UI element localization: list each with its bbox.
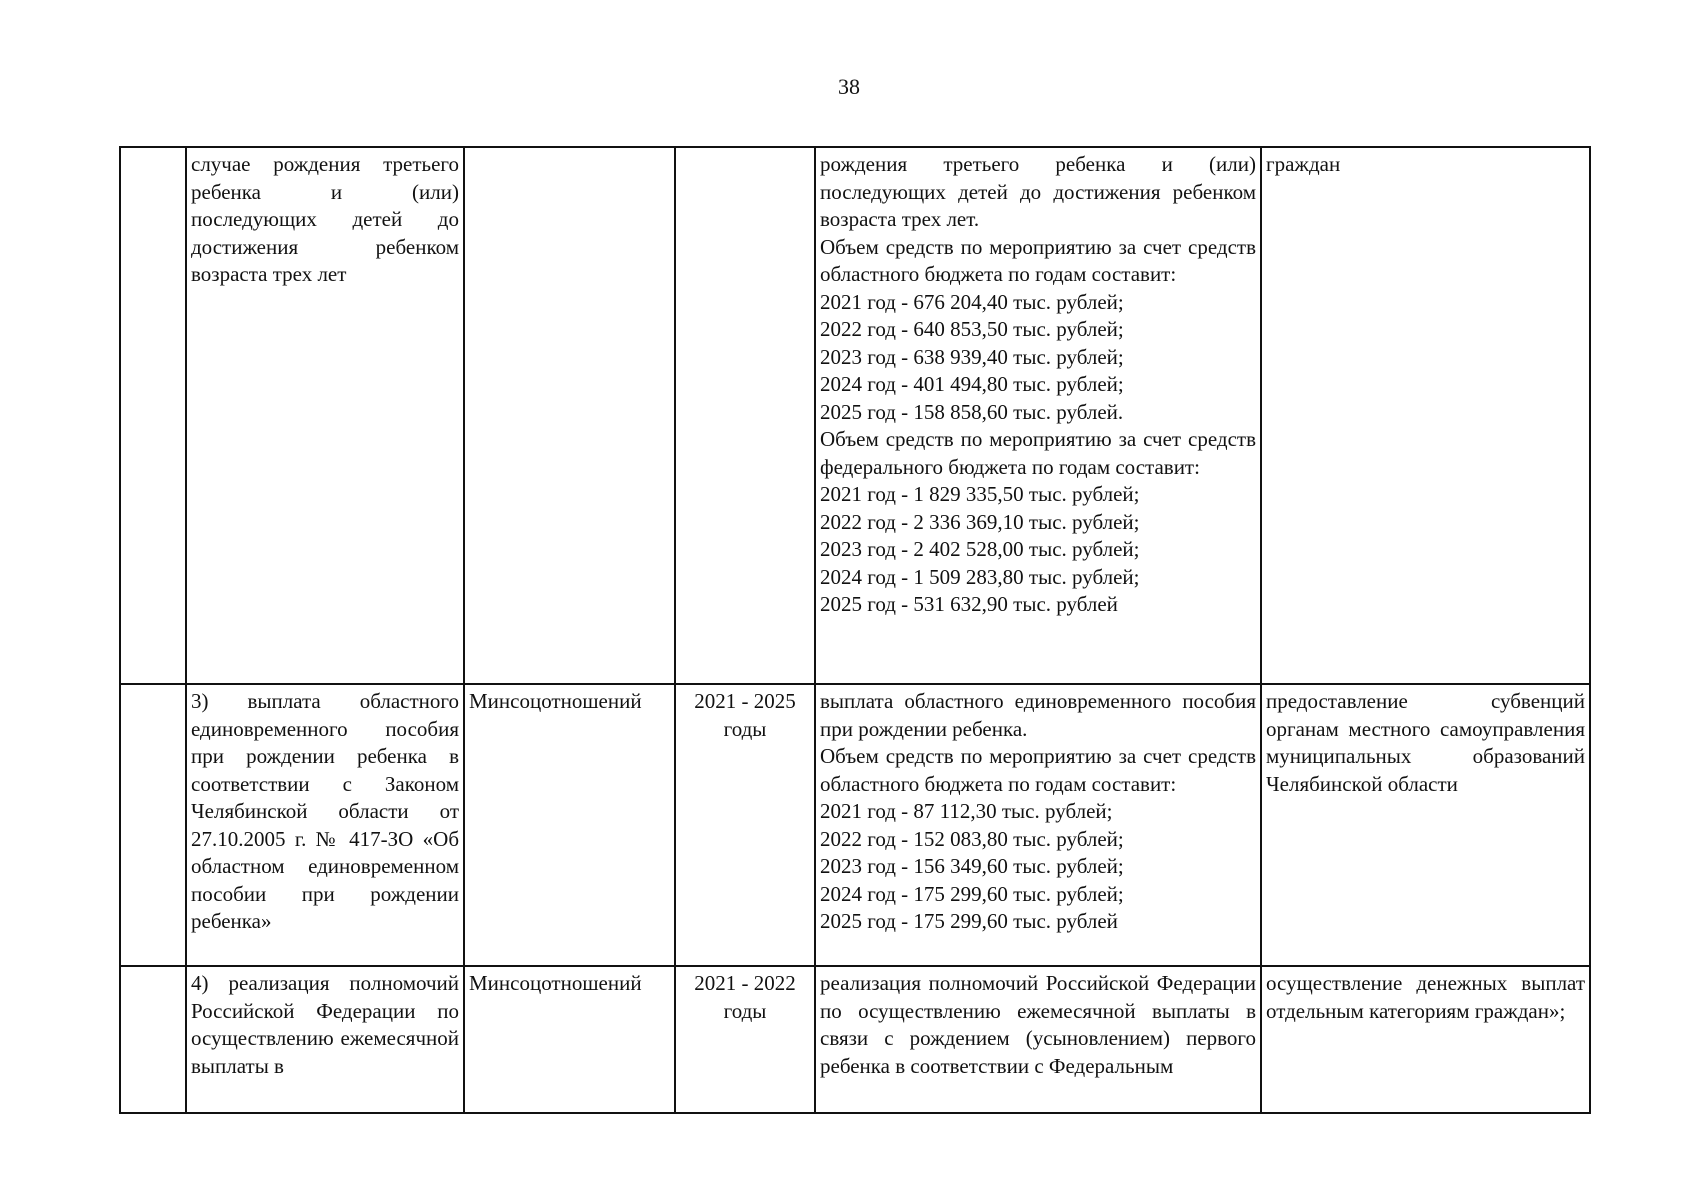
funding-year-line: 2025 год - 531 632,90 тыс. рублей [820,592,1118,616]
measure-name-cell: 4) реализация полномочий Российской Федерации по осуществлению ежемесячной выплаты в [186,966,464,1113]
table-row [120,147,1590,684]
funding-year-line: 2024 год - 175 299,60 тыс. рублей; [820,881,1124,906]
executor-cell: Минсоцотношений [464,966,675,1113]
funding-year-line: 2025 год - 158 858,60 тыс. рублей. [820,399,1124,424]
description-intro: реализация полномочий Российской Федерации по осуществлению ежемесячной выплаты в связи с рождением (усыновлением) первого ребенка в соответствии с Федеральным [820,971,1256,1078]
funding-year-line: 2022 год - 152 083,80 тыс. рублей; [820,826,1124,851]
measure-name-cell: 3) выплата областного единовременного пособия при рождении ребенка в соответствии с Законом Челябинской области от 27.10.2005 г. № 417-ЗО «Об областном единовременном пособии при рождении ребенка» [186,684,464,966]
period-cell: 2021 - 2022 годы [675,966,815,1113]
result-cell: граждан [1261,147,1590,684]
period-cell [675,147,815,684]
description-intro: рождения третьего ребенка и (или) последующих детей до достижения ребенком возраста трех лет. [820,152,1256,231]
result-cell: осуществление денежных выплат отдельным категориям граждан»; [1261,966,1590,1113]
funding-year-line: 2023 год - 2 402 528,00 тыс. рублей; [820,537,1140,561]
description-cell [815,684,1261,966]
funding-year-line: 2023 год - 156 349,60 тыс. рублей; [820,854,1124,878]
period-cell: 2021 - 2025 годы [675,684,815,966]
description-intro: выплата областного единовременного пособия при рождении ребенка. [820,689,1256,741]
table-row [120,684,1590,966]
measure-name-cell: случае рождения третьего ребенка и (или) последующих детей до достижения ребенком возраста трех лет [186,147,464,684]
result-cell: предоставление субвенций органам местного самоуправления муниципальных образований Челябинской области [1261,684,1590,966]
funding-year-line: 2021 год - 1 829 335,50 тыс. рублей; [820,482,1140,506]
description-cell [815,147,1261,684]
regional-budget-heading: Объем средств по мероприятию за счет средств областного бюджета по годам составит: [820,744,1256,796]
funding-year-line: 2023 год - 638 939,40 тыс. рублей; [820,344,1124,369]
funding-year-line: 2024 год - 401 494,80 тыс. рублей; [820,372,1124,396]
funding-year-line: 2025 год - 175 299,60 тыс. рублей [820,909,1118,933]
program-measures-table [119,146,1591,1114]
funding-year-line: 2021 год - 87 112,30 тыс. рублей; [820,799,1113,823]
executor-cell: Минсоцотношений [464,684,675,966]
row-number-cell [120,684,186,966]
funding-year-line: 2022 год - 2 336 369,10 тыс. рублей; [820,509,1140,534]
funding-year-line: 2022 год - 640 853,50 тыс. рублей; [820,317,1124,341]
page-number: 38 [838,74,860,99]
funding-year-line: 2024 год - 1 509 283,80 тыс. рублей; [820,564,1140,589]
table-row [120,966,1590,1113]
federal-budget-heading: Объем средств по мероприятию за счет средств федерального бюджета по годам составит: [820,427,1256,479]
regional-budget-heading: Объем средств по мероприятию за счет средств областного бюджета по годам составит: [820,234,1256,286]
description-cell [815,966,1261,1113]
executor-cell [464,147,675,684]
row-number-cell [120,966,186,1113]
funding-year-line: 2021 год - 676 204,40 тыс. рублей; [820,289,1124,314]
row-number-cell [120,147,186,684]
